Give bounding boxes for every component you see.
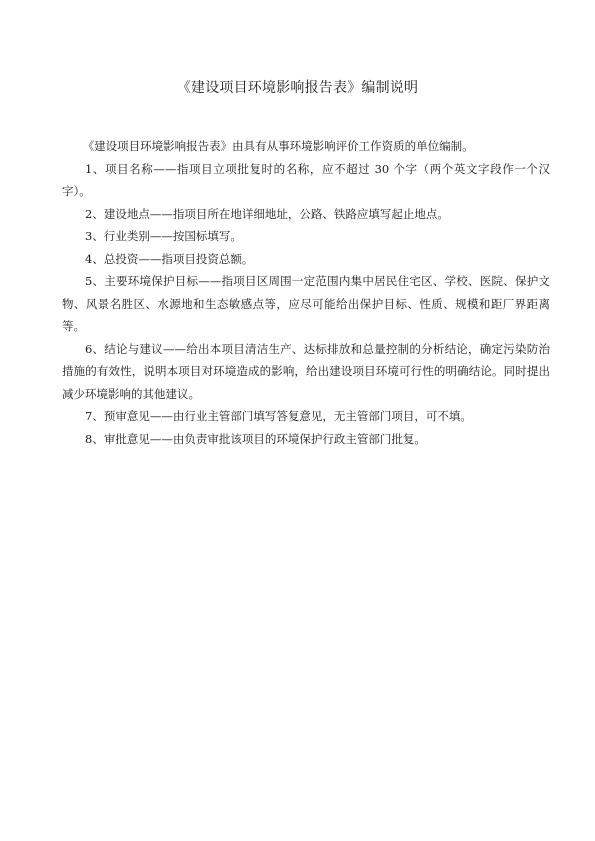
item-industry-category: 3、行业类别——按国标填写。 <box>85 229 242 243</box>
item-preliminary-review: 7、预审意见——由行业主管部门填写答复意见，无主管部门项目，可不填。 <box>85 409 472 423</box>
item-construction-site: 2、建设地点——指项目所在地详细地址，公路、铁路应填写起止地点。 <box>85 206 449 221</box>
item-protection-targets: 5、主要环境保护目标——指项目区周围一定范围内集中居民住宅区、学校、医院、保护文物、风景名胜区、水源地和生态敏感点等，应尽可能给出保护目标、性质、规模和距厂界距离等。 <box>62 274 550 333</box>
intro-paragraph: 《建设项目环境影响报告表》由具有从事环境影响评价工作资质的单位编制。 <box>82 139 474 153</box>
item-project-name: 1、项目名称——指项目立项批复时的名称，应不超过 30 个字（两个英文字段作一个汉字）。 <box>62 161 550 198</box>
document-body <box>62 135 550 450</box>
document-title: 《建设项目环境影响报告表》编制说明 <box>176 80 419 96</box>
item-conclusions: 6、结论与建议——给出本项目清洁生产、达标排放和总量控制的分析结论，确定污染防治措施的有效性，说明本项目对环境造成的影响，给出建设项目环境可行性的明确结论。同时提出减少环境影响的其他建议。 <box>62 341 550 401</box>
item-approval-opinion: 8、审批意见——由负责审批该项目的环境保护行政主管部门批复。 <box>85 431 426 446</box>
item-total-investment: 4、总投资——指项目投资总额。 <box>85 251 254 266</box>
